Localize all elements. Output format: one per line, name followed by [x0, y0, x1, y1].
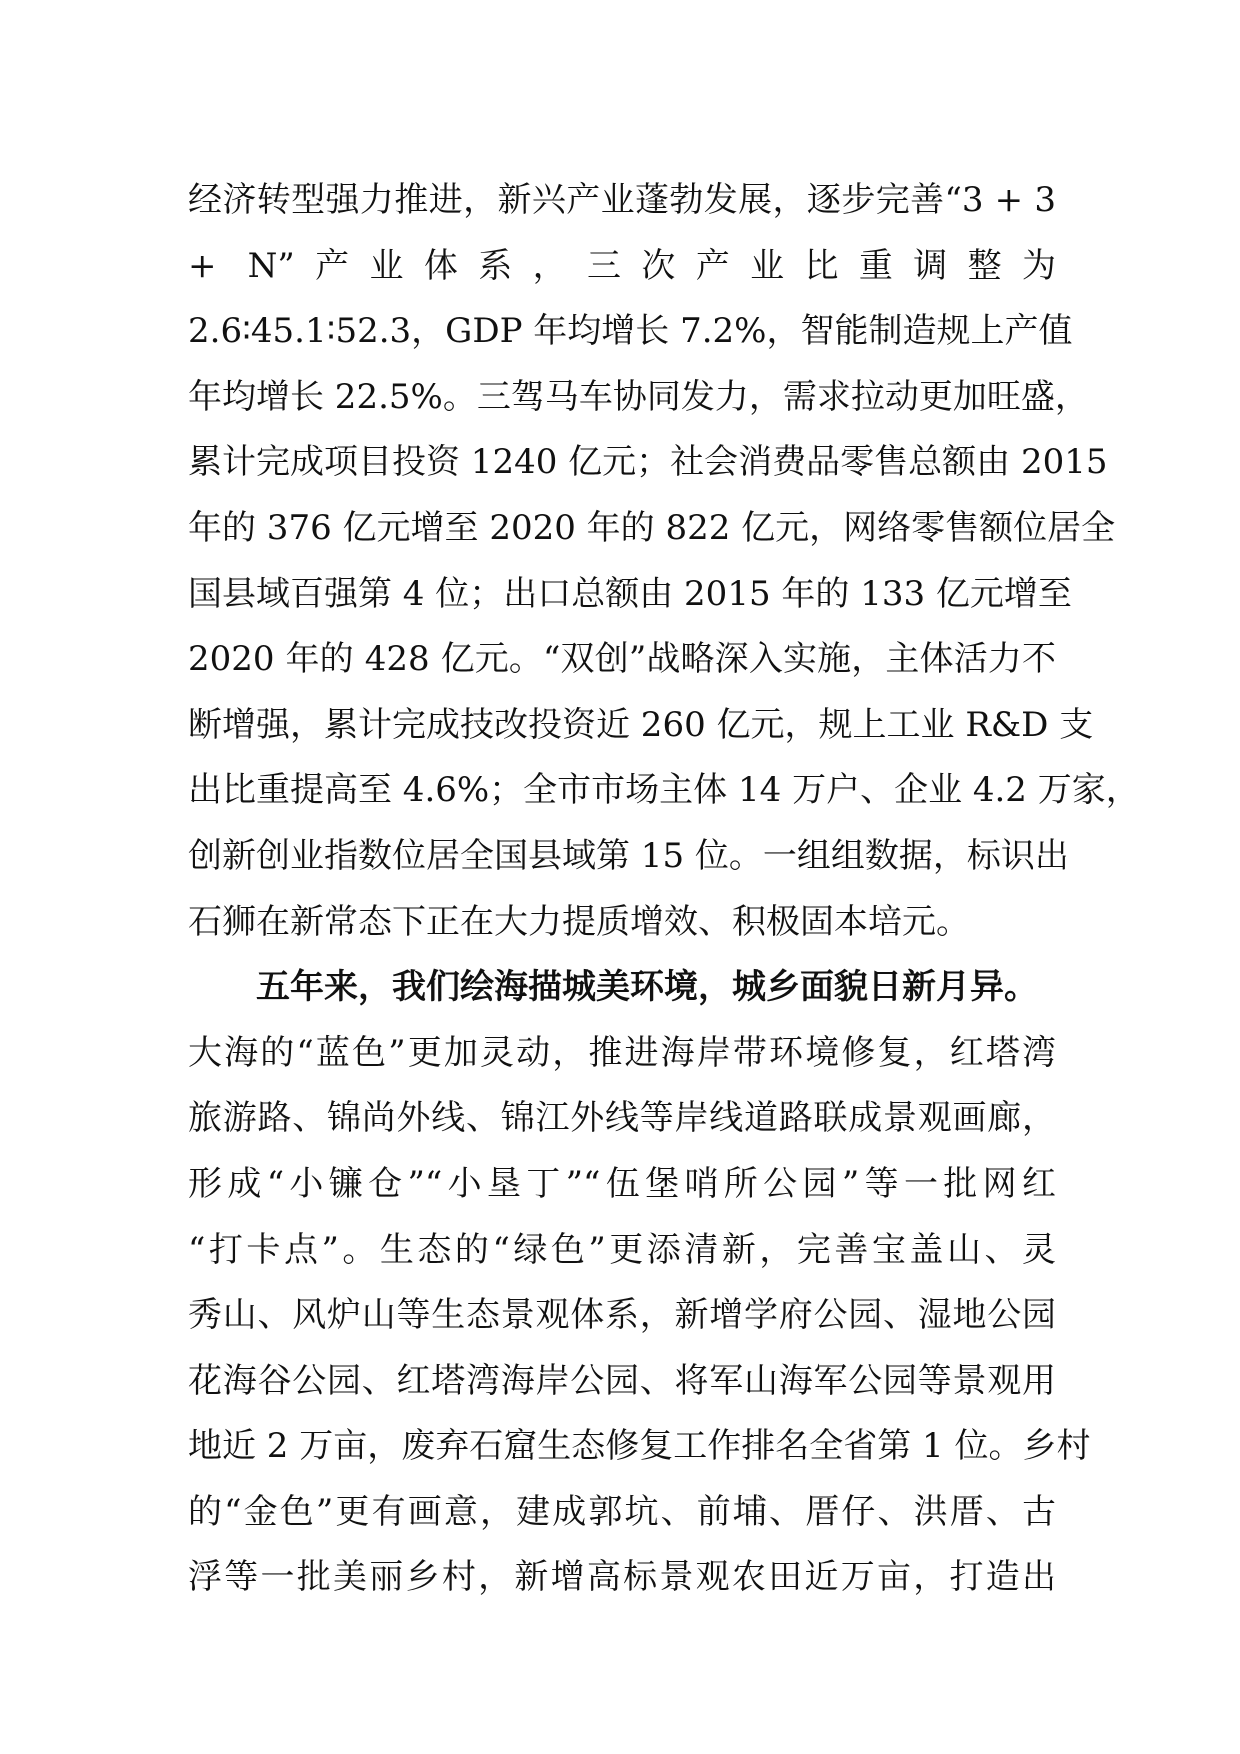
text-line: + N”产业体系，三次产业比重调整为: [188, 245, 1056, 286]
text-line: 累计完成项目投资 1240 亿元；社会消费品零售总额由 2015: [188, 442, 1108, 483]
text-line: 花海谷公园、红塔湾海岸公园、将军山海军公园等景观用: [188, 1360, 1056, 1401]
text-line: 秀山、风炉山等生态景观体系，新增学府公园、湿地公园: [188, 1295, 1056, 1336]
body-text: [188, 168, 1140, 1611]
text-line: 出比重提高至 4.6%；全市市场主体 14 万户、企业 4.2 万家，: [188, 770, 1140, 811]
text-line: “打卡点”。生态的“绿色”更添清新，完善宝盖山、灵: [188, 1229, 1056, 1270]
text-line: 形成“小镰仓”“小垦丁”“伍堡哨所公园”等一批网红: [188, 1163, 1056, 1204]
text-line: 2020 年的 428 亿元。“双创”战略深入实施，主体活力不: [188, 639, 1056, 680]
text-line: 的“金色”更有画意，建成郭坑、前埔、厝仔、洪厝、古: [188, 1491, 1056, 1532]
text-line: 年的 376 亿元增至 2020 年的 822 亿元，网络零售额位居全: [188, 507, 1116, 548]
text-line: 2.6∶45.1∶52.3，GDP 年均增长 7.2%，智能制造规上产值: [188, 311, 1073, 352]
text-line: 石狮在新常态下正在大力提质增效、积极固本培元。: [188, 901, 970, 942]
text-line: 国县域百强第 4 位；出口总额由 2015 年的 133 亿元增至: [188, 573, 1072, 614]
text-line: 创新创业指数位居全国县域第 15 位。一组组数据，标识出: [188, 835, 1069, 876]
text-line: 经济转型强力推进，新兴产业蓬勃发展，逐步完善“3 + 3: [188, 180, 1056, 220]
text-line: 大海的“蓝色”更加灵动，推进海岸带环境修复，红塔湾: [188, 1032, 1056, 1073]
text-line: 断增强，累计完成技改投资近 260 亿元，规上工业 R&D 支: [188, 704, 1094, 745]
text-line: 年均增长 22.5%。三驾马车协同发力，需求拉动更加旺盛，: [188, 376, 1089, 417]
text-line: 浮等一批美丽乡村，新增高标景观农田近万亩，打造出: [188, 1557, 1056, 1598]
text-line: 旅游路、锦尚外线、锦江外线等岸线道路联成景观画廊，: [188, 1098, 1056, 1139]
text-line: 地近 2 万亩，废弃石窟生态修复工作排名全省第 1 位。乡村: [188, 1426, 1091, 1467]
section-lead-line: 五年来，我们绘海描城美环境，城乡面貌日新月异。: [256, 967, 1038, 1008]
